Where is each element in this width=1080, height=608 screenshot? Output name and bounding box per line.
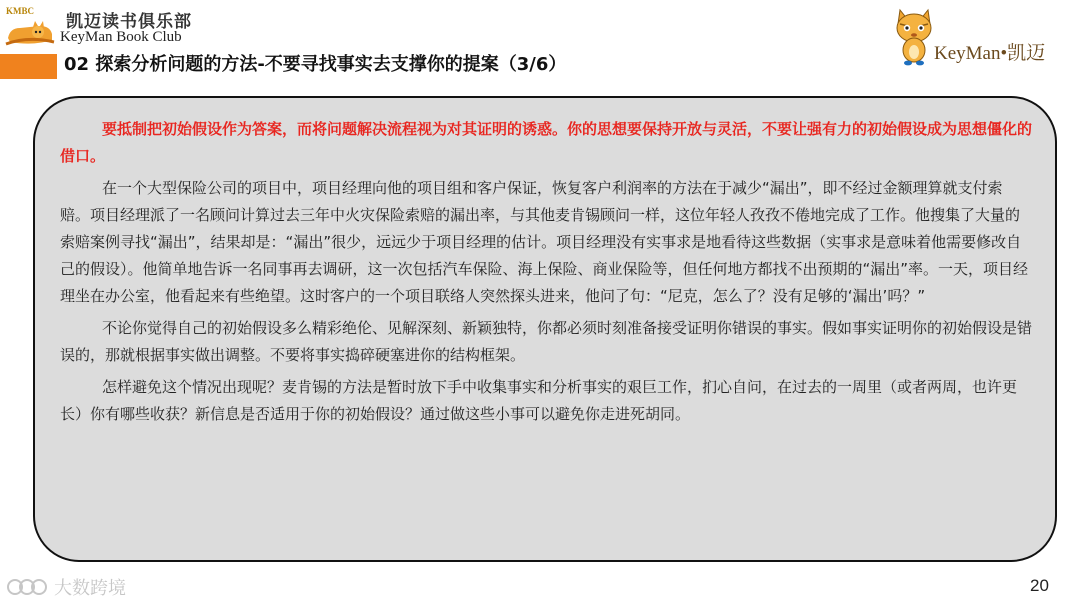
body-paragraph-2: 不论你觉得自己的初始假设多么精彩绝伦、见解深刻、新颖独特，你都必须时刻准备接受证明你错误的事实。假如事实证明你的初始假设是错误的，那就根据事实做出调整。不要将事实捣碎硬塞进你的结构框架。: [60, 319, 1033, 364]
slide-title: 02 探索分析问题的方法-不要寻找事实去支撑你的提案（3/6）: [64, 54, 567, 75]
watermark: [6, 574, 126, 600]
watermark-text: 大数跨境: [54, 578, 126, 599]
lead-paragraph: 要抵制把初始假设作为答案，而将问题解决流程视为对其证明的诱惑。你的思想要保持开放与灵活，不要让强有力的初始假设成为思想僵化的借口。: [60, 120, 1033, 165]
content-body: [60, 116, 1032, 428]
body-paragraph-3: 怎样避免这个情况出现呢？麦肯锡的方法是暂时放下手中收集事实和分析事实的艰巨工作，扪心自问，在过去的一周里（或者两周，也许更长）你有哪些收获？新信息是否适用于你的初始假设？通过做这些小事可以避免你走进死胡同。: [60, 378, 1018, 423]
keyman-cat-mascot-icon: [890, 6, 936, 66]
club-name-cn: 凯迈读书俱乐部: [66, 12, 192, 32]
body-paragraph-1: 在一个大型保险公司的项目中，项目经理向他的项目组和客户保证，恢复客户利润率的方法在于减少“漏出”，即不经过金额理算就支付索赔。项目经理派了一名顾问计算过去三年中火灾保险索赔的漏出率，与其他麦肯锡顾问一样，这位年轻人孜孜不倦地完成了工作。他搜集了大量的索赔案例寻找“漏出”，结果却是：“漏出”很少，远远少于项目经理的估计。项目经理没有实事求是地看待这些数据（实事求是意味着他需要修改自己的假设）。他简单地告诉一名同事再去调研，这一次包括汽车保险、海上保险、商业保险等，但任何地方都找不出预期的“漏出”率。一天，项目经理坐在办公室，他看起来有些绝望。这时客户的一个项目联络人突然探头进来，他问了句：“尼克，怎么了？没有足够的‘漏出’吗？”: [60, 179, 1029, 305]
kmbc-logo-text: KMBC: [6, 6, 34, 16]
keyman-brand-text: KeyMan•凯迈: [934, 43, 1046, 64]
kmbc-cat-logo: [4, 4, 56, 48]
page-number: 20: [1030, 576, 1049, 595]
club-name-en: KeyMan Book Club: [60, 29, 182, 45]
watermark-logo-icon: [6, 576, 48, 598]
